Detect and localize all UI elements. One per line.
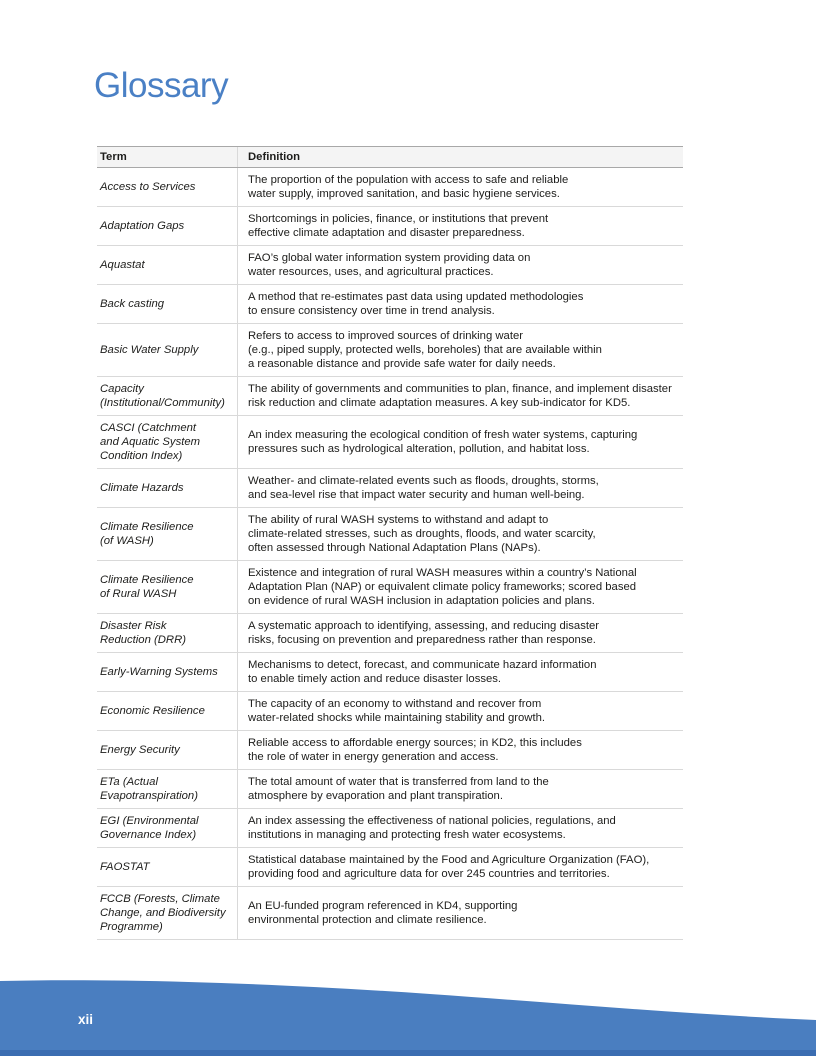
term-line: Condition Index): [100, 450, 183, 462]
footer-wave-dark-strip: [0, 1050, 816, 1056]
table-row: [97, 653, 683, 692]
page-number: xii: [78, 1012, 94, 1027]
definition-cell: [237, 653, 683, 691]
table-row: [97, 731, 683, 770]
term-line: Early-Warning Systems: [100, 666, 218, 678]
definition-line: The capacity of an economy to withstand and recover from: [248, 698, 542, 710]
definition-line: a reasonable distance and provide safe water for daily needs.: [248, 358, 556, 370]
definition-line: climate-related stresses, such as droughts, floods, and water scarcity,: [248, 528, 596, 540]
definition-line: water resources, uses, and agricultural practices.: [248, 266, 494, 278]
table-row: [97, 848, 683, 887]
term-line: CASCI (Catchment: [100, 422, 197, 434]
column-header-definition: Definition: [237, 147, 683, 167]
term-line: Climate Resilience: [100, 574, 194, 586]
definition-line: Reliable access to affordable energy sources; in KD2, this includes: [248, 737, 582, 749]
definition-cell: [237, 469, 683, 507]
definition-line: Statistical database maintained by the Food and Agriculture Organization (FAO),: [248, 854, 650, 866]
term-cell: [97, 508, 237, 560]
term-line: Programme): [100, 921, 163, 933]
table-row: [97, 168, 683, 207]
term-line: Basic Water Supply: [100, 344, 199, 356]
table-row: [97, 246, 683, 285]
term-line: Aquastat: [100, 259, 145, 271]
term-line: Change, and Biodiversity: [100, 907, 226, 919]
term-cell: [97, 887, 237, 939]
term-cell: [97, 692, 237, 730]
term-line: Governance Index): [100, 829, 197, 841]
term-cell: [97, 324, 237, 376]
table-row: [97, 469, 683, 508]
term-line: ETa (Actual: [100, 776, 158, 788]
term-line: Back casting: [100, 298, 165, 310]
definition-line: The proportion of the population with access to safe and reliable: [248, 174, 569, 186]
table-row: [97, 692, 683, 731]
term-cell: [97, 809, 237, 847]
term-cell: [97, 207, 237, 245]
definition-line: Weather- and climate-related events such as floods, droughts, storms,: [248, 475, 599, 487]
page-title: Glossary: [94, 66, 229, 105]
table-row: [97, 285, 683, 324]
footer-wave-shape: [0, 980, 816, 1056]
definition-line: risk reduction and climate adaptation measures. A key sub-indicator for KD5.: [248, 397, 631, 409]
definition-cell: [237, 731, 683, 769]
table-row: [97, 377, 683, 416]
term-line: of Rural WASH: [100, 588, 177, 600]
footer-wave-graphic: [0, 978, 816, 1056]
term-cell: [97, 469, 237, 507]
definition-line: The total amount of water that is transferred from land to the: [248, 776, 549, 788]
definition-line: Adaptation Plan (NAP) or equivalent climate policy frameworks; scored based: [248, 581, 637, 593]
definition-line: providing food and agriculture data for over 245 countries and territories.: [248, 868, 610, 880]
table-row: [97, 207, 683, 246]
term-line: Reduction (DRR): [100, 634, 187, 646]
definition-line: the role of water in energy generation and access.: [248, 751, 499, 763]
definition-line: An EU-funded program referenced in KD4, supporting: [248, 900, 518, 912]
definition-line: An index measuring the ecological condition of fresh water systems, capturing: [248, 429, 638, 441]
definition-line: Mechanisms to detect, forecast, and communicate hazard information: [248, 659, 597, 671]
term-cell: [97, 168, 237, 206]
definition-line: Refers to access to improved sources of drinking water: [248, 330, 524, 342]
term-line: Disaster Risk: [100, 620, 167, 632]
glossary-table: [97, 146, 683, 940]
term-line: (of WASH): [100, 535, 154, 547]
term-cell: [97, 561, 237, 613]
table-row: [97, 416, 683, 469]
term-line: Access to Services: [100, 181, 196, 193]
table-row: [97, 770, 683, 809]
table-row: [97, 324, 683, 377]
definition-line: A method that re-estimates past data using updated methodologies: [248, 291, 584, 303]
term-line: and Aquatic System: [100, 436, 201, 448]
definition-line: to enable timely action and reduce disaster losses.: [248, 673, 502, 685]
definition-line: and sea-level rise that impact water security and human well-being.: [248, 489, 585, 501]
definition-cell: [237, 416, 683, 468]
definition-line: atmosphere by evaporation and plant transpiration.: [248, 790, 503, 802]
definition-line: institutions in managing and protecting fresh water ecosystems.: [248, 829, 566, 841]
definition-cell: [237, 246, 683, 284]
definition-line: The ability of rural WASH systems to withstand and adapt to: [248, 514, 549, 526]
definition-line: The ability of governments and communities to plan, finance, and implement disaster: [248, 383, 672, 395]
term-cell: [97, 653, 237, 691]
definition-cell: [237, 168, 683, 206]
table-header-row: [97, 146, 683, 168]
term-cell: [97, 614, 237, 652]
term-cell: [97, 416, 237, 468]
term-line: (Institutional/Community): [100, 397, 225, 409]
term-line: Adaptation Gaps: [100, 220, 185, 232]
definition-line: Shortcomings in policies, finance, or institutions that prevent: [248, 213, 549, 225]
definition-line: to ensure consistency over time in trend analysis.: [248, 305, 495, 317]
term-line: Capacity: [100, 383, 144, 395]
definition-line: often assessed through National Adaptation Plans (NAPs).: [248, 542, 541, 554]
term-line: FCCB (Forests, Climate: [100, 893, 220, 905]
definition-line: Existence and integration of rural WASH measures within a country’s National: [248, 567, 637, 579]
table-row: [97, 809, 683, 848]
term-cell: [97, 246, 237, 284]
definition-cell: [237, 809, 683, 847]
definition-line: water-related shocks while maintaining stability and growth.: [248, 712, 546, 724]
definition-cell: [237, 692, 683, 730]
definition-line: risks, focusing on prevention and preparedness rather than response.: [248, 634, 596, 646]
term-cell: [97, 285, 237, 323]
definition-line: An index assessing the effectiveness of national policies, regulations, and: [248, 815, 616, 827]
term-line: Evapotranspiration): [100, 790, 198, 802]
term-cell: [97, 377, 237, 415]
definition-cell: [237, 508, 683, 560]
term-cell: [97, 848, 237, 886]
definition-line: FAO’s global water information system providing data on: [248, 252, 531, 264]
table-row: [97, 508, 683, 561]
table-row: [97, 887, 683, 940]
definition-line: pressures such as hydrological alteration, pollution, and habitat loss.: [248, 443, 590, 455]
definition-line: water supply, improved sanitation, and basic hygiene services.: [248, 188, 560, 200]
definition-cell: [237, 285, 683, 323]
term-line: Economic Resilience: [100, 705, 205, 717]
term-line: Energy Security: [100, 744, 180, 756]
definition-line: environmental protection and climate resilience.: [248, 914, 487, 926]
table-row: [97, 614, 683, 653]
term-line: Climate Resilience: [100, 521, 194, 533]
definition-line: on evidence of rural WASH inclusion in adaptation policies and plans.: [248, 595, 595, 607]
column-header-term: Term: [100, 151, 127, 163]
definition-cell: [237, 324, 683, 376]
definition-cell: [237, 770, 683, 808]
definition-cell: [237, 207, 683, 245]
definition-cell: [237, 848, 683, 886]
definition-line: A systematic approach to identifying, assessing, and reducing disaster: [248, 620, 600, 632]
definition-cell: [237, 887, 683, 939]
definition-cell: [237, 614, 683, 652]
definition-cell: [237, 377, 683, 415]
table-row: [97, 561, 683, 614]
definition-line: effective climate adaptation and disaster preparedness.: [248, 227, 525, 239]
term-cell: [97, 770, 237, 808]
table-body: [97, 168, 683, 940]
term-line: Climate Hazards: [100, 482, 184, 494]
definition-line: (e.g., piped supply, protected wells, boreholes) that are available within: [248, 344, 602, 356]
definition-cell: [237, 561, 683, 613]
term-cell: [97, 731, 237, 769]
term-line: FAOSTAT: [100, 861, 150, 873]
term-line: EGI (Environmental: [100, 815, 199, 827]
